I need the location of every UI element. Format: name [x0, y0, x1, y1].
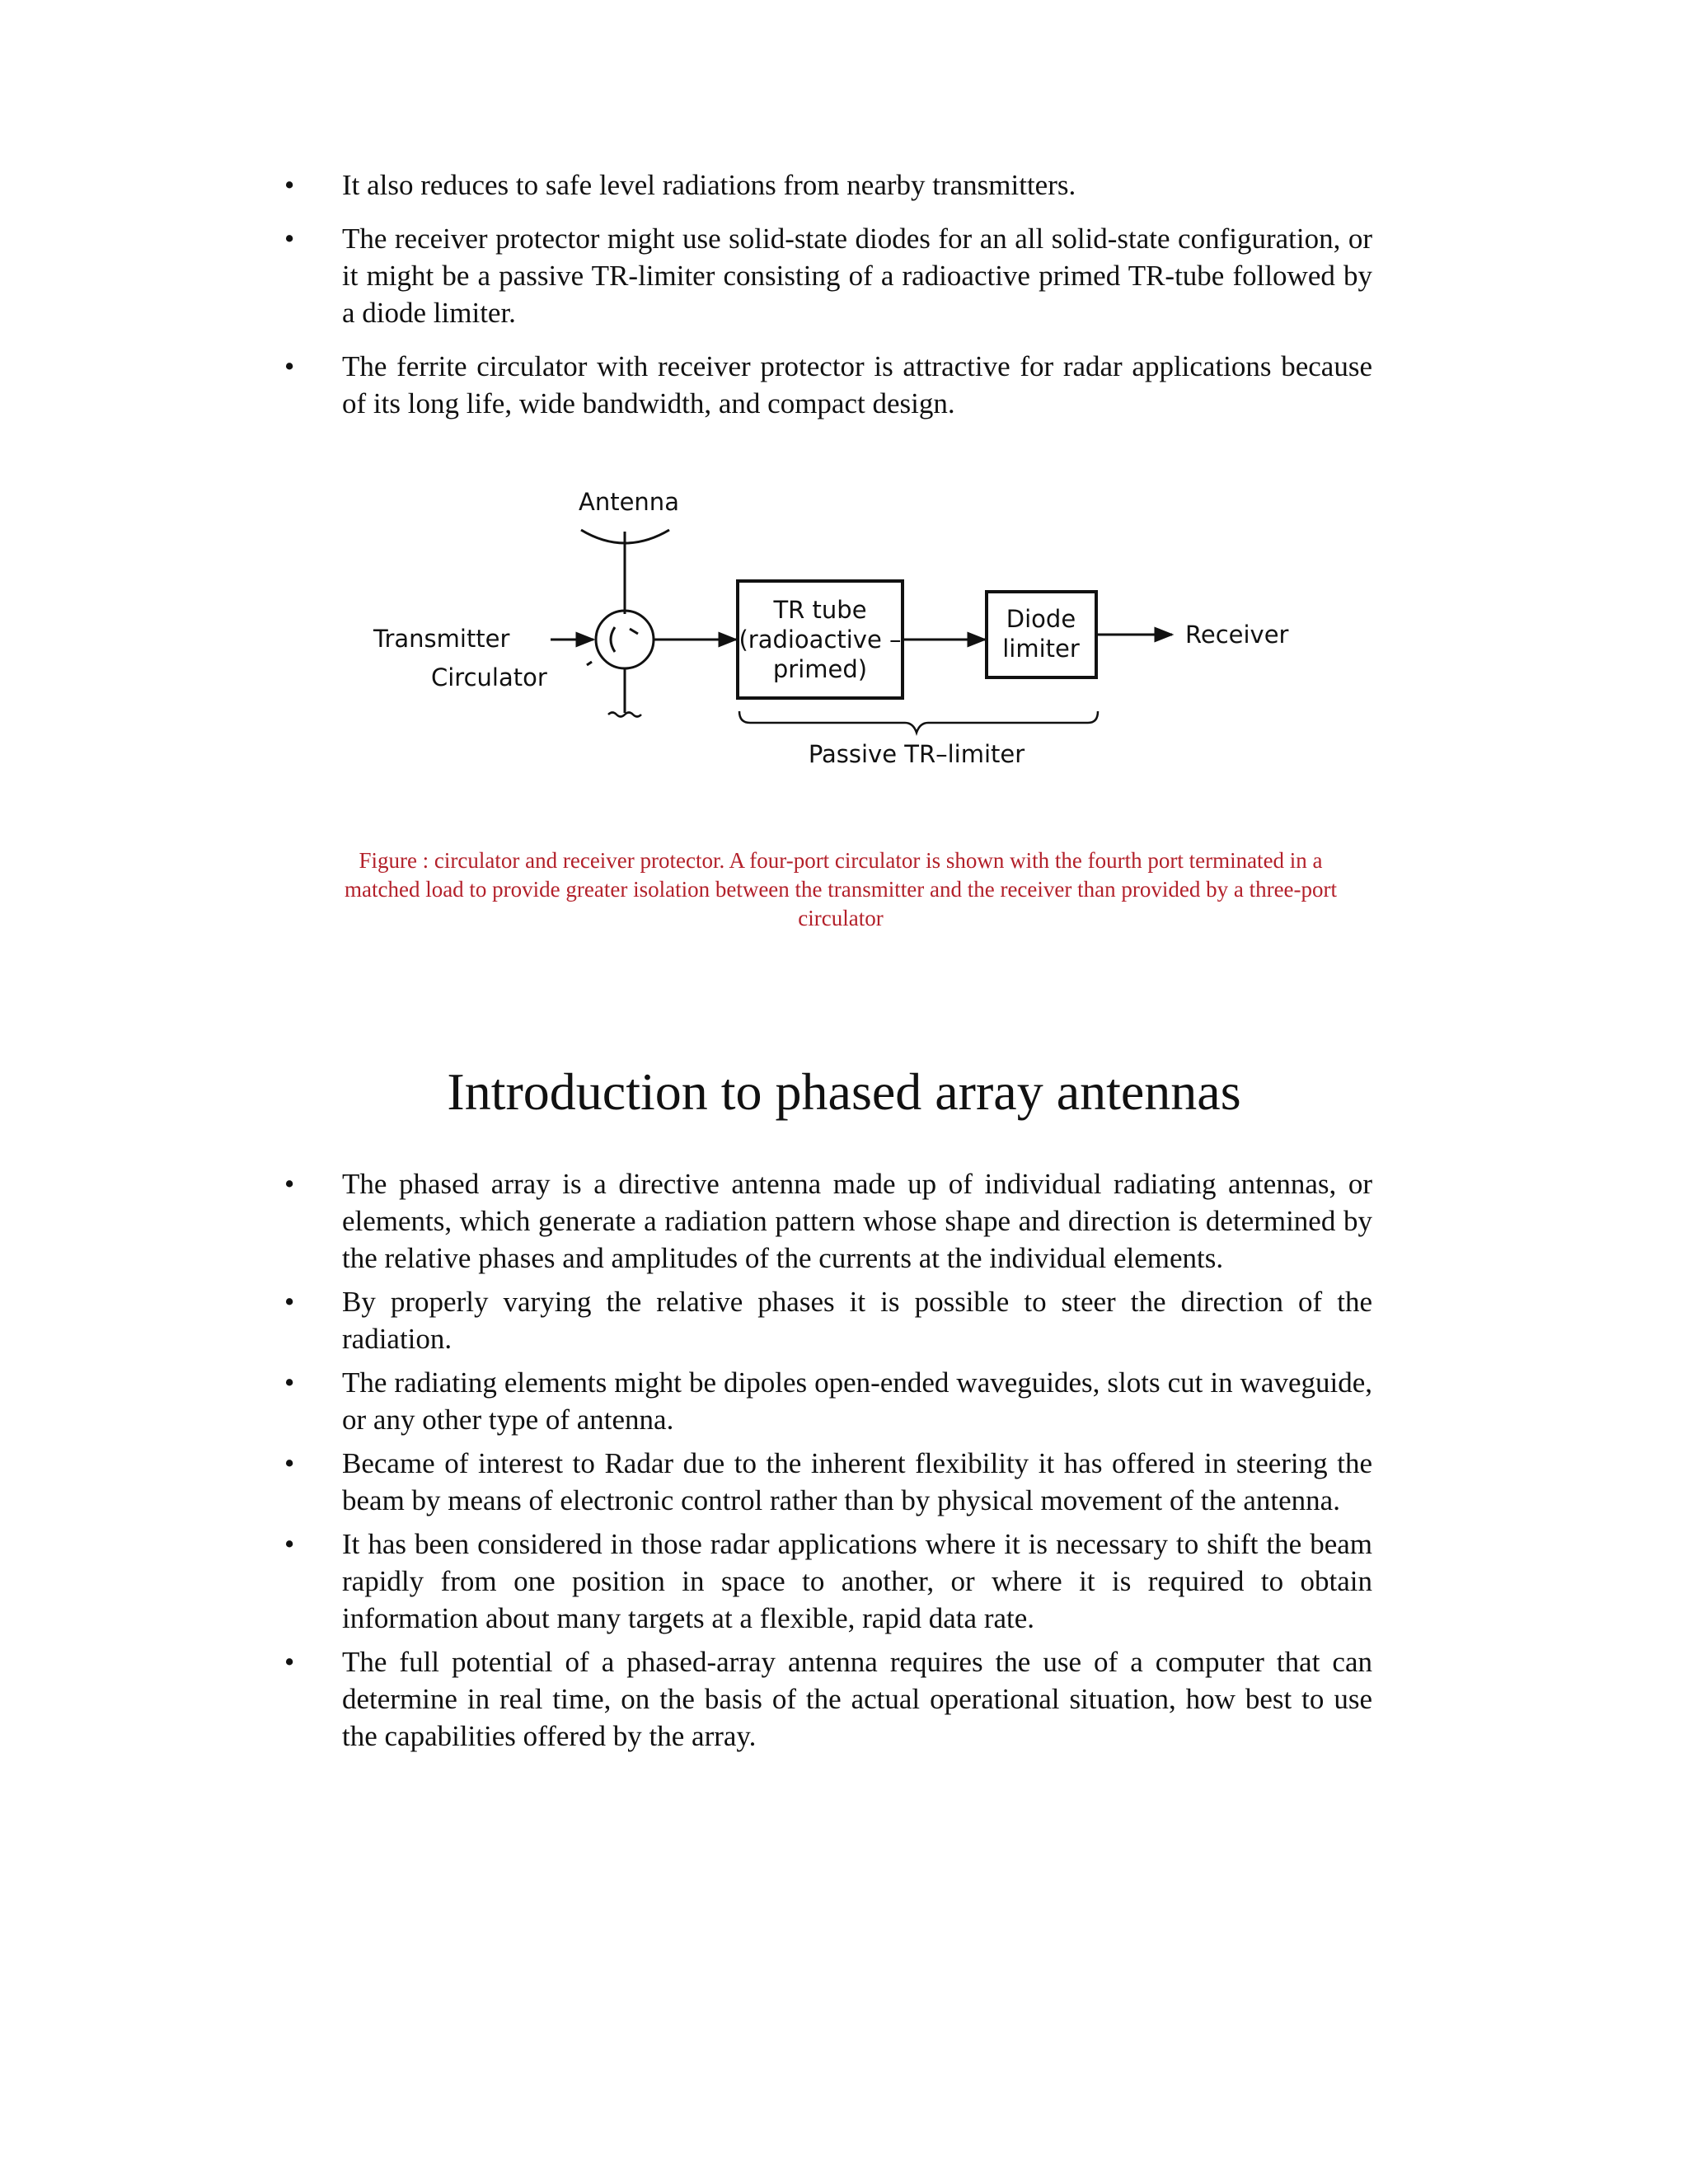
diode-label: Diode: [1006, 605, 1076, 633]
circulator-diagram: [363, 482, 1319, 779]
bullet-dot: •: [284, 169, 295, 201]
bullet-dot: •: [284, 1366, 295, 1399]
antenna-label: Antenna: [579, 488, 679, 516]
diode-label-line2: limiter: [1002, 635, 1080, 663]
tr-tube-label-line3: primed): [772, 655, 868, 683]
tr-tube-label: TR tube: [773, 596, 867, 624]
bullet-dot: •: [284, 1528, 295, 1560]
bullet-text: The phased array is a directive antenna made up of individual radiating antennas, or elements, which generate a radiation pattern whose shape and direction is determined by the relative phases and amplitudes of the currents at the individual elements.: [342, 1168, 1372, 1274]
bullet-dot: •: [284, 1286, 295, 1318]
bullet-item: [284, 1165, 1372, 1277]
bullet-dot: •: [284, 350, 295, 382]
bullet-item: [284, 220, 1372, 331]
circulator-icon: [596, 611, 654, 668]
bullet-item: [284, 1526, 1372, 1637]
bullet-dot: •: [284, 1447, 295, 1479]
bullet-item: [284, 1445, 1372, 1519]
bullet-item: [284, 1364, 1372, 1438]
bullet-item: [284, 166, 1372, 204]
bullet-item: [284, 348, 1372, 422]
passive-tr-limiter-brace: [739, 711, 1098, 733]
transmitter-label: Transmitter: [373, 625, 510, 653]
bullet-item: [284, 1643, 1372, 1755]
circulator-label: Circulator: [431, 663, 547, 691]
bullet-dot: •: [284, 223, 295, 255]
bullet-dot: •: [284, 1646, 295, 1678]
bullet-dot: •: [284, 1168, 295, 1200]
circulator-tick: [587, 662, 592, 665]
bullet-text: The full potential of a phased-array antenna requires the use of a computer that can determine in real time, on the basis of the actual operational situation, how best to use the capabilities offered by the array.: [342, 1646, 1372, 1752]
bullet-text: It also reduces to safe level radiations from nearby transmitters.: [342, 169, 1076, 201]
bullet-text: The radiating elements might be dipoles open-ended waveguides, slots cut in waveguide, or any other type of antenna.: [342, 1366, 1372, 1436]
section-heading: Introduction to phased array antennas: [447, 1062, 1241, 1121]
bullet-text: The ferrite circulator with receiver protector is attractive for radar applications because of its long life, wide bandwidth, and compact design.: [342, 350, 1372, 419]
matched-load-icon: [608, 713, 641, 717]
tr-tube-label-line2: (radioactive –: [738, 626, 902, 654]
receiver-label: Receiver: [1185, 621, 1289, 649]
bottom-bullet-list: [284, 1165, 1372, 1761]
figure-caption: Figure : circulator and receiver protector. A four-port circulator is shown with the fourth port terminated in a matched load to provide greater isolation between the transmitter and the receiver than provided by a three-port circulator: [344, 848, 1338, 930]
bullet-text: By properly varying the relative phases it is possible to steer the direction of the radiation.: [342, 1286, 1372, 1355]
bullet-text: Became of interest to Radar due to the inherent flexibility it has offered in steering the beam by means of electronic control rather than by physical movement of the antenna.: [342, 1447, 1372, 1516]
top-bullet-list: [284, 166, 1372, 438]
bullet-text: It has been considered in those radar applications where it is necessary to shift the beam rapidly from one position in space to another, or where it is required to obtain information about many targets at a flexible, rapid data rate.: [342, 1528, 1372, 1634]
bullet-item: [284, 1283, 1372, 1357]
circulator-direction-icon: [630, 629, 638, 634]
circulator-arc: [611, 627, 615, 652]
bullet-text: The receiver protector might use solid-state diodes for an all solid-state configuration, or it might be a passive TR-limiter consisting of a radioactive primed TR-tube followed by a diode limiter.: [342, 223, 1372, 329]
circulator-diagram-svg: [363, 482, 1319, 779]
passive-tr-limiter-label: Passive TR–limiter: [808, 740, 1025, 768]
